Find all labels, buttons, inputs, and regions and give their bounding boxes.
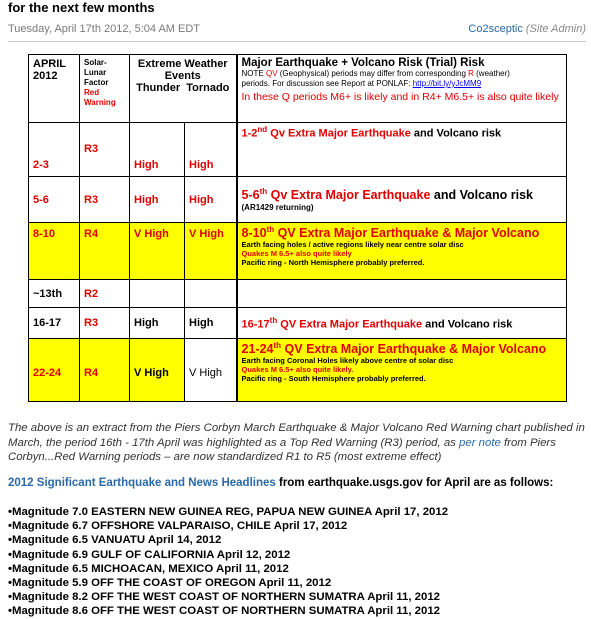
row-thunder: V High xyxy=(130,339,185,402)
headline: 2012 Significant Earthquake and News Headlines from earthquake.usgs.gov for April are as follows: xyxy=(8,477,554,489)
header-weather: Extreme Weather Events Thunder Tornado xyxy=(130,55,237,123)
row-date: ~13th xyxy=(29,280,80,308)
table-row xyxy=(29,339,567,402)
headline-link[interactable]: 2012 Significant Earthquake and News Headlines xyxy=(8,477,276,489)
header-factor: Solar-Lunar Factor Red Warning xyxy=(80,55,130,123)
row-tornado xyxy=(185,280,237,308)
row-tornado: High xyxy=(185,177,237,223)
row-date: 16-17 xyxy=(29,308,80,339)
header-month: APRIL 2012 xyxy=(29,55,80,123)
list-item: •Magnitude 6.9 GULF OF CALIFORNIA April 12, 2012 xyxy=(8,548,291,561)
row-date: 2-3 xyxy=(29,123,80,177)
row-factor: R4 xyxy=(80,339,130,402)
row-risk: 16-17th QV Extra Major Earthquake and Volcano risk xyxy=(237,308,567,339)
row-factor: R4 xyxy=(80,223,130,280)
table-row xyxy=(29,280,567,308)
risk-table xyxy=(28,54,567,402)
author-role: (Site Admin) xyxy=(525,23,586,35)
post-date: Tuesday, April 17th 2012, 5:04 AM EDT xyxy=(8,23,200,35)
table-row xyxy=(29,223,567,280)
table-row xyxy=(29,177,567,223)
row-factor: R3 xyxy=(80,123,130,177)
table-header-row xyxy=(29,55,567,123)
list-item: •Magnitude 6.7 OFFSHORE VALPARAISO, CHILE April 17, 2012 xyxy=(8,520,348,533)
row-risk xyxy=(237,280,567,308)
row-risk: 5-6th Qv Extra Major Earthquake and Volcano risk (AR1429 returning) xyxy=(237,177,567,223)
post-meta xyxy=(8,23,586,35)
row-factor: R3 xyxy=(80,177,130,223)
row-thunder: High xyxy=(130,177,185,223)
extract-paragraph: The above is an extract from the Piers Corbyn March Earthquake & Major Volcano Red Warning chart published in March, the period 16th - 17th April was highlighted as a Top Red Warning (R3) period, as per note from Piers Corbyn...Red Warning periods – are now standardized R1 to R5 (most extreme effect) xyxy=(8,422,585,463)
table-row xyxy=(29,123,567,177)
author-link[interactable]: Co2sceptic xyxy=(468,23,523,35)
row-date: 22-24 xyxy=(29,339,80,402)
list-item: •Magnitude 5.9 OFF THE COAST OF OREGON April 11, 2012 xyxy=(8,577,332,590)
row-risk: 21-24th QV Extra Major Earthquake & Major Volcano Earth facing Coronal Holes likely above centre of solar disc Quakes M 6.5+ also quite likely. Pacific ring - South Hemisphere probably preferred. xyxy=(237,339,567,402)
post-title: for the next few months xyxy=(8,0,155,15)
quake-list xyxy=(8,505,448,619)
divider xyxy=(8,41,586,42)
row-risk: 8-10th QV Extra Major Earthquake & Major Volcano Earth facing holes / active regions likely near centre solar disc Quakes M 6.5+ also quite likely Pacific ring - North Hemisphere probably preferred. xyxy=(237,223,567,280)
table-row xyxy=(29,308,567,339)
row-thunder: V High xyxy=(130,223,185,280)
row-tornado: High xyxy=(185,308,237,339)
row-thunder: High xyxy=(130,123,185,177)
row-tornado: V High xyxy=(185,339,237,402)
list-item: •Magnitude 8.6 OFF THE WEST COAST OF NORTHERN SUMATRA April 11, 2012 xyxy=(8,605,441,618)
row-risk: 1-2nd Qv Extra Major Earthquake and Volcano risk xyxy=(237,123,567,177)
post-author xyxy=(468,23,586,35)
row-tornado: V High xyxy=(185,223,237,280)
ponlaf-link[interactable]: http://bit.ly/yJcMM9 xyxy=(412,79,482,88)
list-item: •Magnitude 6.5 MICHOACAN, MEXICO April 11, 2012 xyxy=(8,562,289,575)
header-risk: Major Earthquake + Volcano Risk (Trial) Risk NOTE QV (Geophysical) periods may differ from corresponding R (weather) periods. For discussion see Report at PONLAF: http://bit.ly/yJcMM9 In these Q periods M6+ is likely and in R4+ M6.5+ is also quite likely xyxy=(237,55,567,123)
row-date: 8-10 xyxy=(29,223,80,280)
row-thunder: High xyxy=(130,308,185,339)
row-thunder xyxy=(130,280,185,308)
list-item: •Magnitude 8.2 OFF THE WEST COAST OF NORTHERN SUMATRA April 11, 2012 xyxy=(8,591,441,604)
list-item: •Magnitude 6.5 VANUATU April 14, 2012 xyxy=(8,534,222,547)
row-factor: R3 xyxy=(80,308,130,339)
row-factor: R2 xyxy=(80,280,130,308)
row-date: 5-6 xyxy=(29,177,80,223)
per-note-link[interactable]: per note xyxy=(459,436,501,449)
list-item: •Magnitude 7.0 EASTERN NEW GUINEA REG, PAPUA NEW GUINEA April 17, 2012 xyxy=(8,506,449,518)
row-tornado: High xyxy=(185,123,237,177)
